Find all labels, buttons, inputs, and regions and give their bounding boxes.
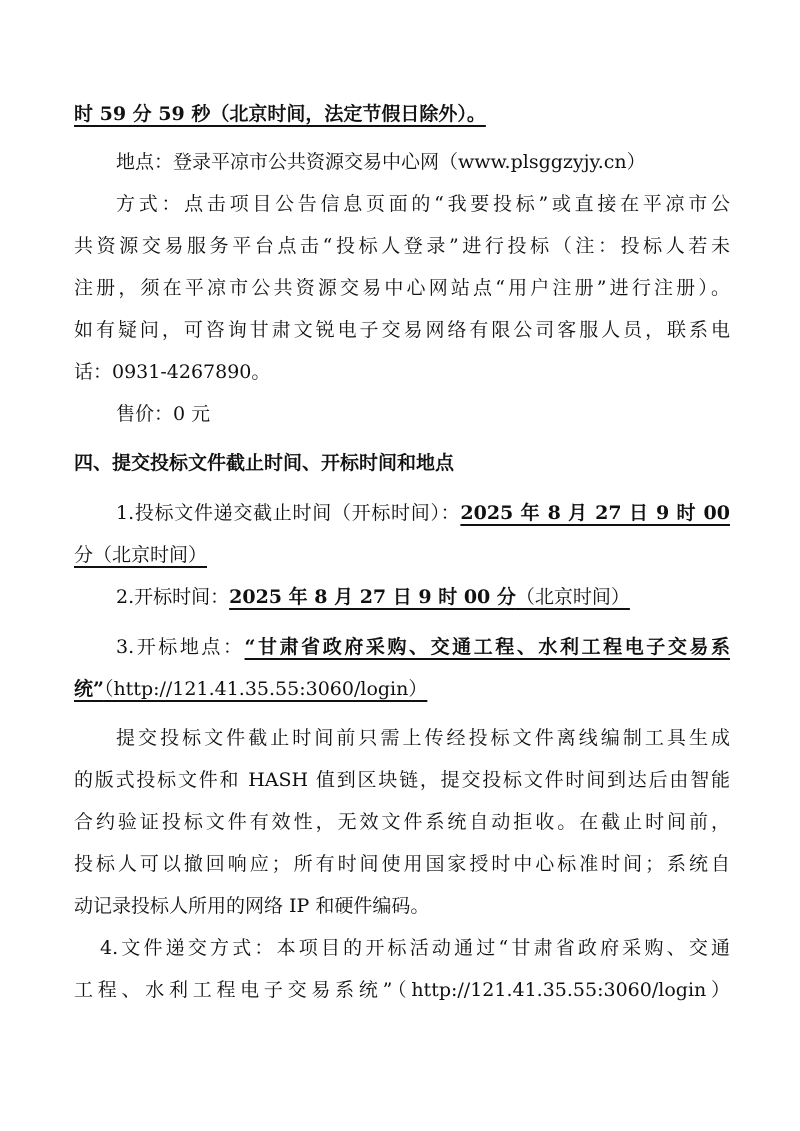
opening-time-suffix: （北京时间）: [515, 586, 630, 608]
line-note-3: 合约验证投标文件有效性，无效文件系统自动拒收。在截止时间前，: [74, 811, 730, 833]
line-opening-time: [116, 583, 730, 611]
line-opening-location-cont: [74, 675, 730, 703]
line-price: 售价：0 元: [116, 403, 211, 425]
submission-deadline-label: 1.投标文件递交截止时间（开标时间）：: [116, 502, 461, 524]
line-note-4: 投标人可以撤回响应；所有时间使用国家授时中心标准时间；系统自: [74, 853, 730, 875]
line-location: 地点：登录平凉市公共资源交易中心网（www.plsggzyjy.cn）: [116, 151, 646, 173]
line-note-1: 提交投标文件截止时间前只需上传经投标文件离线编制工具生成: [116, 727, 730, 749]
section-heading: 四、提交投标文件截止时间、开标时间和地点: [74, 452, 455, 474]
opening-location-url: （http://121.41.35.55:3060/login）: [103, 678, 428, 700]
opening-location-label: 3.开标地点：: [116, 636, 245, 658]
submission-deadline-value: 2025 年 8 月 27 日 9 时 00: [460, 502, 730, 524]
opening-location-value: “甘肃省政府采购、交通工程、水利工程电子交易系: [244, 636, 730, 658]
opening-time-value: 2025 年 8 月 27 日 9 时 00 分: [229, 586, 516, 608]
line-bid-deadline-continuation: 时 59 分 59 秒（北京时间，法定节假日除外）。: [74, 103, 486, 125]
line-method: 方式：点击项目公告信息页面的“我要投标”或直接在平凉市公: [116, 193, 730, 215]
line-method-cont-2: 注册，须在平凉市公共资源交易中心网站点“用户注册”进行注册）。: [74, 277, 730, 299]
opening-time-label: 2.开标时间：: [116, 586, 230, 608]
line-opening-location: [116, 633, 730, 661]
line-note-2: 的版式投标文件和 HASH 值到区块链，提交投标文件时间到达后由智能: [74, 769, 730, 791]
line-inquiry: 如有疑问，可咨询甘肃文锐电子交易网络有限公司客服人员，联系电: [74, 319, 730, 341]
line-phone: 话：0931-4267890。: [74, 361, 271, 383]
line-submission-method: 4.文件递交方式：本项目的开标活动通过“甘肃省政府采购、交通: [100, 937, 730, 959]
line-submission-method-cont: 工程、水利工程电子交易系统”（http://121.41.35.55:3060/login）: [74, 979, 730, 1001]
line-submission-deadline: [116, 499, 730, 527]
line-method-cont-1: 共资源交易服务平台点击“投标人登录”进行投标（注：投标人若未: [74, 235, 730, 257]
line-note-5: 动记录投标人所用的网络 IP 和硬件编码。: [74, 895, 430, 917]
opening-location-value-end: 统”: [74, 678, 104, 700]
line-submission-deadline-cont: 分（北京时间）: [74, 544, 208, 566]
